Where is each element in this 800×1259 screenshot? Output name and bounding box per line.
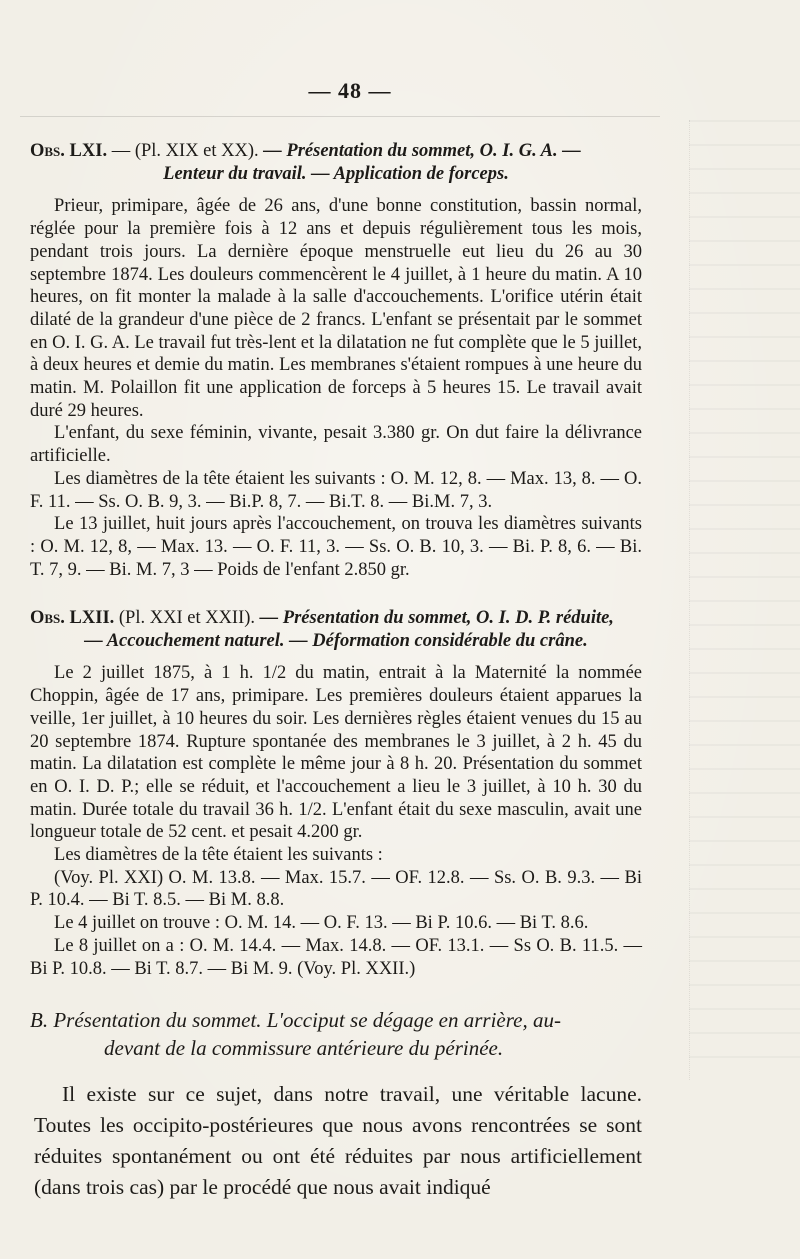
obs-61-subtitle: Lenteur du travail. — Application de forceps. bbox=[163, 163, 509, 184]
obs-61-paragraph: L'enfant, du sexe féminin, vivante, pesait 3.380 gr. On dut faire la délivrance artificielle. bbox=[30, 423, 642, 467]
obs-62-label: Obs. LXII. bbox=[30, 608, 115, 628]
observation-62 bbox=[30, 607, 642, 980]
page-number: — 48 — bbox=[308, 78, 392, 103]
obs-62-title bbox=[30, 607, 642, 630]
obs-62-paragraph: Le 8 juillet on a : O. M. 14.4. — Max. 14.8. — OF. 13.1. — Ss O. B. 11.5. — Bi P. 10.8. — Bi T. 8.7. — Bi M. 9. (Voy. Pl. XXII.) bbox=[30, 935, 642, 979]
bleed-through-text bbox=[689, 120, 800, 1080]
main-body-text bbox=[34, 1079, 642, 1203]
section-b-line-1: B. Présentation du sommet. L'occiput se dégage en arrière, au- bbox=[30, 1008, 561, 1032]
section-b-heading bbox=[30, 1006, 640, 1062]
observation-61 bbox=[30, 140, 642, 581]
spacer bbox=[30, 652, 642, 662]
main-paragraph: Il existe sur ce sujet, dans notre travail, une véritable lacune. Toutes les occipito-postérieures que nous avons rencontrées se sont réduites spontanément ou ont été réduites par nous artificiellement (dans trois cas) par le procédé que nous avait indiqué bbox=[34, 1082, 642, 1199]
obs-62-subtitle: — Accouchement naturel. — Déformation considérable du crâne. bbox=[84, 630, 588, 651]
section-b-line-2: devant de la commissure antérieure du périnée. bbox=[104, 1036, 504, 1060]
obs-62-paragraph: Le 2 juillet 1875, à 1 h. 1/2 du matin, entrait à la Maternité la nommée Choppin, âgée de 17 ans, primipare. Les premières douleurs étaient apparues la veille, 1er juillet, à 10 heures du soir. Les dernières règles étaient venues du 15 au 20 septembre 1874. Rupture spontanée des membranes le 3 juillet, à 2 h. 45 du matin. La dilatation est complète le même jour à 8 h. 20. Présentation du sommet en O. I. D. P.; elle se réduit, et l'accouchement a lieu le 3 juillet, à 10 h. 30 du matin. Durée totale du travail 36 h. 1/2. L'enfant était du sexe masculin, avait une longueur totale de 52 cent. et pesait 4.200 gr. bbox=[30, 663, 642, 843]
header-divider bbox=[20, 116, 660, 117]
obs-61-plate-ref: — (Pl. XIX et XX). bbox=[111, 141, 259, 161]
obs-61-label: Obs. LXI. bbox=[30, 141, 108, 161]
obs-61-title-text: — Présentation du sommet, O. I. G. A. — bbox=[263, 141, 581, 161]
obs-61-paragraph: Prieur, primipare, âgée de 26 ans, d'une bonne constitution, bassin normal, réglée pour la première fois à 12 ans et depuis régulièrement tous les mois, pendant trois jours. La dernière époque menstruelle eut lieu du 26 au 30 septembre 1874. Les douleurs commencèrent le 4 juillet, à 1 heure du matin. A 10 heures, on fit monter la malade à la salle d'accouchements. L'orifice utérin était dilaté de la grandeur d'une pièce de 2 francs. L'enfant se présentait par le sommet en O. I. G. A. Le travail fut très-lent et la dilatation ne fut complète que le 5 juillet, à deux heures et demie du matin. Les membranes s'étaient rompues à une heure du matin. M. Polaillon fit une application de forceps à 5 heures 15. Le travail avait duré 29 heures. bbox=[30, 196, 642, 421]
obs-61-paragraph: Le 13 juillet, huit jours après l'accouchement, on trouva les diamètres suivants : O. M. 12, 8, — Max. 13. — O. F. 11, 3. — Ss. O. B. 10, 3. — Bi. P. 8, 6. — Bi. T. 7, 9. — Bi. M. 7, 3 — Poids de l'enfant 2.850 gr. bbox=[30, 514, 642, 580]
obs-62-title-text: — Présentation du sommet, O. I. D. P. réduite, bbox=[259, 608, 614, 628]
obs-62-paragraph: (Voy. Pl. XXI) O. M. 13.8. — Max. 15.7. — OF. 12.8. — Ss. O. B. 9.3. — Bi P. 10.4. — Bi T. 8.5. — Bi M. 8.8. bbox=[30, 867, 642, 911]
spacer bbox=[30, 185, 642, 195]
obs-61-paragraph: Les diamètres de la tête étaient les suivants : O. M. 12, 8. — Max. 13, 8. — O. F. 11. — Ss. O. B. 9, 3. — Bi.P. 8, 7. — Bi.T. 8. — Bi.M. 7, 3. bbox=[30, 468, 642, 512]
obs-62-plate-ref: (Pl. XXI et XXII). bbox=[118, 608, 256, 628]
obs-62-paragraph: Les diamètres de la tête étaient les suivants : bbox=[54, 845, 383, 866]
obs-61-title bbox=[30, 140, 642, 163]
obs-62-paragraph: Le 4 juillet on trouve : O. M. 14. — O. F. 13. — Bi P. 10.6. — Bi T. 8.6. bbox=[54, 913, 589, 934]
